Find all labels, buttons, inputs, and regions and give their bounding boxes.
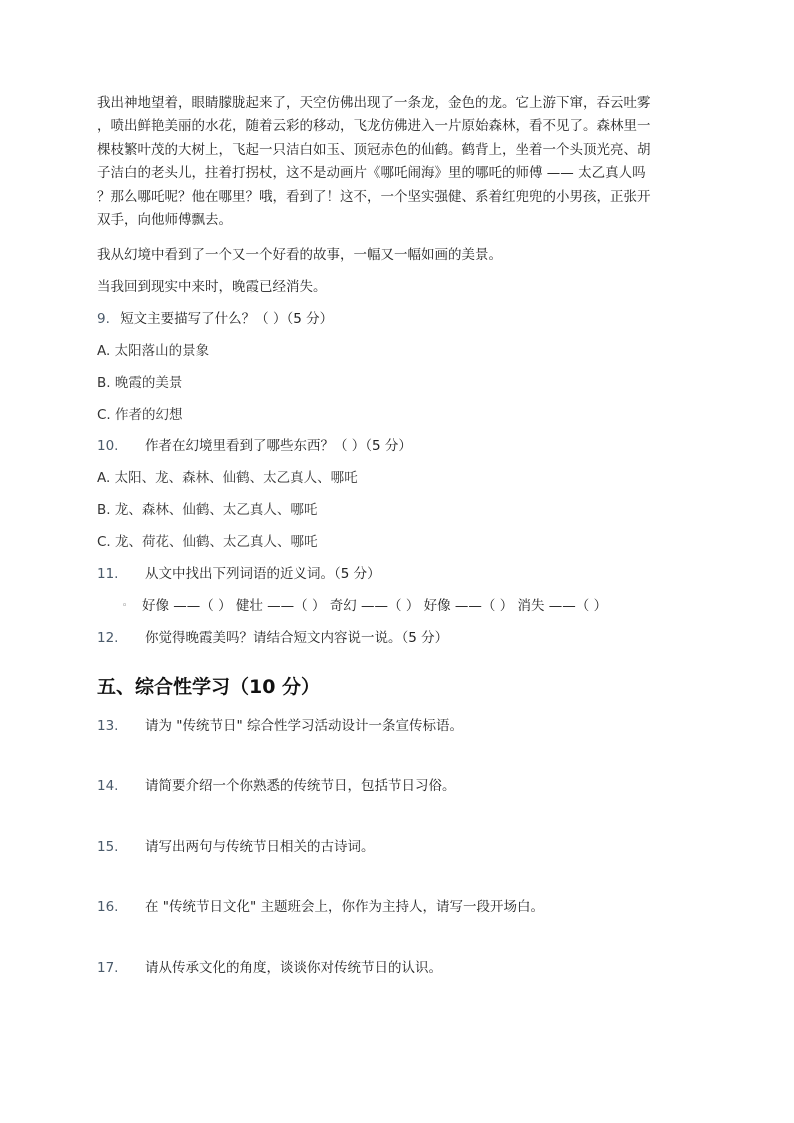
bullet-icon: ◦ [122,601,128,611]
q10-option-b: B. 龙、森林、仙鹤、太乙真人、哪吒 [97,502,318,518]
passage-line: ？那么哪吒呢？他在哪里？哦，看到了！这不，一个坚实强健、系着红兜兜的小男孩，正张开 [97,188,651,205]
q9-option-c: C. 作者的幻想 [97,407,183,423]
question-text: 请为 "传统节日" 综合性学习活动设计一条宣传标语。 [145,718,464,734]
question-text: 在 "传统节日文化" 主题班会上，你作为主持人，请写一段开场白。 [145,899,545,915]
q11-word-list [122,596,607,616]
question-text: 短文主要描写了什么？（ ）（5 分） [120,311,334,327]
passage-line: 子洁白的老头儿，拄着打拐杖，这不是动画片《哪吒闹海》里的哪吒的师傅 —— 太乙真人吗 [97,165,646,182]
question-text: 从文中找出下列词语的近义词。（5 分） [145,566,381,582]
q9-option-a: A. 太阳落山的景象 [97,343,210,359]
passage-paragraph-3: 当我回到现实中来时，晚霞已经消失。 [97,279,327,295]
section-heading: 五、综合性学习（10 分） [97,676,321,698]
question-17 [97,958,442,978]
question-14 [97,776,456,796]
question-15 [97,837,375,857]
question-9 [97,309,333,329]
question-number: 10. [97,438,119,454]
passage-line: 棵枝繁叶茂的大树上，飞起一只洁白如玉、顶冠赤色的仙鹤。鹤背上，坐着一个头顶光亮、胡 [97,141,651,158]
q11-words: 好像 ——（ ） 健壮 ——（ ） 奇幻 ——（ ） 好像 ——（ ） 消失 ——（ ） [142,598,608,614]
question-number: 14. [97,778,119,794]
question-16 [97,897,544,917]
passage-paragraph-2: 我从幻境中看到了一个又一个好看的故事，一幅又一幅如画的美景。 [97,247,502,263]
passage-paragraph-1 [97,92,703,232]
question-number: 9. [97,311,110,327]
question-number: 17. [97,960,119,976]
question-text: 作者在幻境里看到了哪些东西？（ ）（5 分） [145,438,412,454]
question-number: 12. [97,630,119,646]
question-text: 请简要介绍一个你熟悉的传统节日，包括节日习俗。 [145,778,456,794]
question-text: 你觉得晚霞美吗？请结合短文内容说一说。（5 分） [145,630,449,646]
question-number: 11. [97,566,119,582]
passage-line: 双手，向他师傅飘去。 [97,212,232,229]
question-number: 16. [97,899,119,915]
q10-option-a: A. 太阳、龙、森林、仙鹤、太乙真人、哪吒 [97,470,358,486]
question-text: 请写出两句与传统节日相关的古诗词。 [145,839,375,855]
question-10 [97,436,412,456]
question-12 [97,628,448,648]
q9-option-b: B. 晚霞的美景 [97,375,183,391]
question-11 [97,564,381,584]
q10-option-c: C. 龙、荷花、仙鹤、太乙真人、哪吒 [97,534,318,550]
question-number: 13. [97,718,119,734]
question-number: 15. [97,839,119,855]
passage-line: ，喷出鲜艳美丽的水花，随着云彩的移动，飞龙仿佛进入一片原始森林，看不见了。森林里一 [97,118,651,135]
question-text: 请从传承文化的角度，谈谈你对传统节日的认识。 [145,960,442,976]
question-13 [97,716,463,736]
passage-line: 我出神地望着，眼睛朦胧起来了，天空仿佛出现了一条龙，金色的龙。它上游下窜，吞云吐雾 [97,95,651,111]
